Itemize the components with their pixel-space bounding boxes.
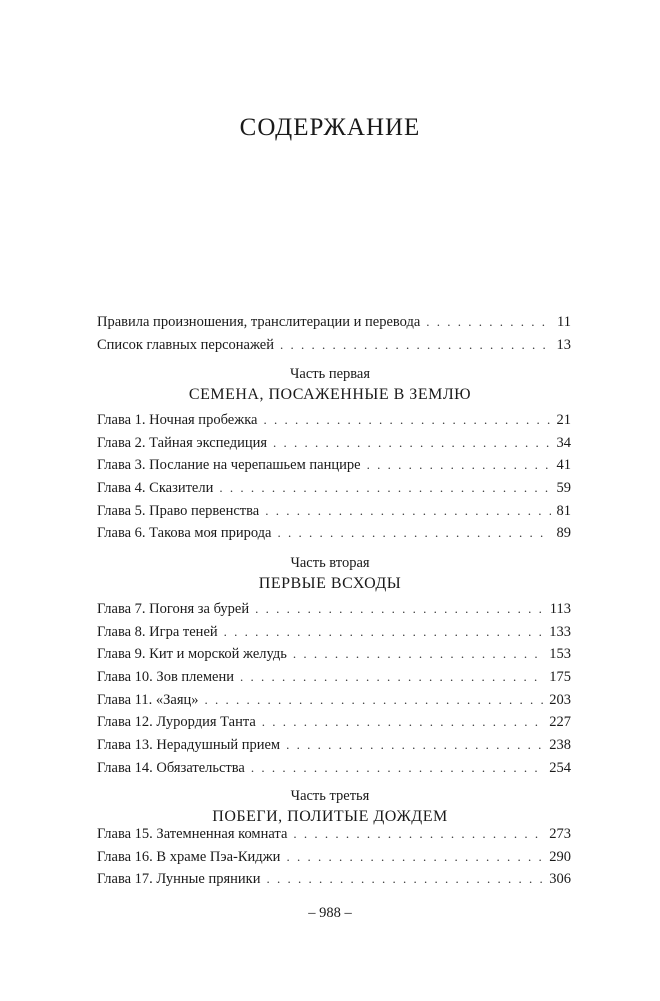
entry-page: 113: [549, 601, 571, 617]
part-1-chapters: [97, 409, 571, 545]
entry-page: 175: [549, 669, 571, 686]
part-title: СЕМЕНА, ПОСАЖЕННЫЕ В ЗЕМЛЮ: [188, 386, 472, 403]
entry-label: Глава 2. Тайная экспедиция: [97, 434, 268, 451]
toc-entry[interactable]: [97, 477, 571, 500]
entry-page: 41: [556, 457, 571, 474]
dot-leader: [205, 689, 544, 712]
toc-entry[interactable]: [97, 689, 571, 712]
entry-page: 11: [557, 314, 571, 330]
part-subtitle: Часть первая: [289, 366, 371, 382]
toc-entry[interactable]: [97, 409, 571, 432]
toc-entry[interactable]: [97, 334, 571, 357]
dot-leader: [286, 846, 543, 869]
toc-entry[interactable]: [97, 598, 571, 621]
toc-entry[interactable]: [97, 846, 571, 869]
entry-label: Глава 5. Право первенства: [97, 502, 260, 519]
toc-entry[interactable]: [97, 454, 571, 477]
toc-entry[interactable]: [97, 666, 571, 689]
dot-leader: [263, 409, 550, 432]
entry-page: 81: [556, 502, 571, 519]
entry-label: Глава 15. Затемненная комната: [97, 826, 288, 842]
entry-page: 153: [549, 646, 571, 663]
entry-page: 133: [549, 623, 571, 640]
entry-label: Глава 6. Такова моя природа: [97, 525, 272, 542]
toc-entry[interactable]: [97, 522, 571, 545]
entry-label: Глава 14. Обязательства: [97, 759, 245, 776]
dot-leader: [262, 711, 543, 734]
entry-label: Глава 8. Игра теней: [97, 623, 218, 640]
toc-entry[interactable]: [97, 432, 571, 455]
entry-page: 89: [556, 525, 571, 542]
part-title: ПОБЕГИ, ПОЛИТЫЕ ДОЖДЕМ: [212, 808, 448, 825]
entry-page: 227: [549, 714, 571, 731]
dot-leader: [293, 823, 543, 846]
entry-page: 21: [556, 412, 571, 428]
toc-entry[interactable]: [97, 643, 571, 666]
entry-page: 13: [556, 336, 571, 353]
entry-label: Глава 10. Зов племени: [97, 669, 234, 686]
dot-leader: [278, 522, 551, 545]
page-title: СОДЕРЖАНИЕ: [239, 114, 421, 141]
dot-leader: [219, 477, 550, 500]
entry-label: Глава 1. Ночная пробежка: [97, 412, 258, 428]
dot-leader: [265, 500, 550, 523]
entry-label: Глава 12. Лурордия Танта: [97, 714, 256, 731]
dot-leader: [224, 621, 544, 644]
front-matter-list: [97, 311, 571, 356]
entry-page: 254: [549, 759, 571, 776]
entry-page: 59: [556, 480, 571, 497]
dot-leader: [251, 757, 543, 780]
toc-entry[interactable]: [97, 757, 571, 780]
toc-entry[interactable]: [97, 734, 571, 757]
entry-label: Список главных персонажей: [97, 336, 275, 353]
page-number: – 988 –: [308, 905, 352, 921]
part-subtitle: Часть вторая: [290, 555, 370, 571]
entry-label: Глава 11. «Заяц»: [97, 691, 199, 708]
entry-label: Глава 17. Лунные пряники: [97, 871, 261, 888]
dot-leader: [280, 334, 550, 357]
dot-leader: [266, 868, 543, 891]
toc-entry[interactable]: [97, 711, 571, 734]
entry-page: 290: [549, 848, 571, 865]
entry-label: Правила произношения, транслитерации и перевода: [97, 314, 421, 330]
entry-page: 34: [556, 434, 571, 451]
entry-page: 273: [549, 826, 571, 842]
part-title: ПЕРВЫЕ ВСХОДЫ: [258, 575, 402, 592]
entry-label: Глава 13. Нерадушный прием: [97, 737, 281, 754]
entry-label: Глава 4. Сказители: [97, 480, 214, 497]
part-subtitle: Часть третья: [290, 788, 370, 804]
dot-leader: [240, 666, 543, 689]
dot-leader: [426, 311, 551, 334]
part-2-chapters: [97, 598, 571, 780]
dot-leader: [286, 734, 543, 757]
entry-label: Глава 9. Кит и морской желудь: [97, 646, 287, 663]
entry-label: Глава 3. Послание на черепашьем панцире: [97, 457, 361, 474]
entry-label: Глава 16. В храме Пэа-Киджи: [97, 848, 281, 865]
toc-entry[interactable]: [97, 868, 571, 891]
toc-entry[interactable]: [97, 500, 571, 523]
dot-leader: [255, 598, 544, 621]
part-3-chapters: [97, 823, 571, 891]
toc-entry[interactable]: [97, 311, 571, 334]
entry-page: 203: [549, 691, 571, 708]
dot-leader: [293, 643, 543, 666]
dot-leader: [273, 432, 550, 455]
toc-entry[interactable]: [97, 621, 571, 644]
entry-label: Глава 7. Погоня за бурей: [97, 601, 250, 617]
dot-leader: [367, 454, 551, 477]
entry-page: 238: [549, 737, 571, 754]
toc-entry[interactable]: [97, 823, 571, 846]
entry-page: 306: [549, 871, 571, 888]
